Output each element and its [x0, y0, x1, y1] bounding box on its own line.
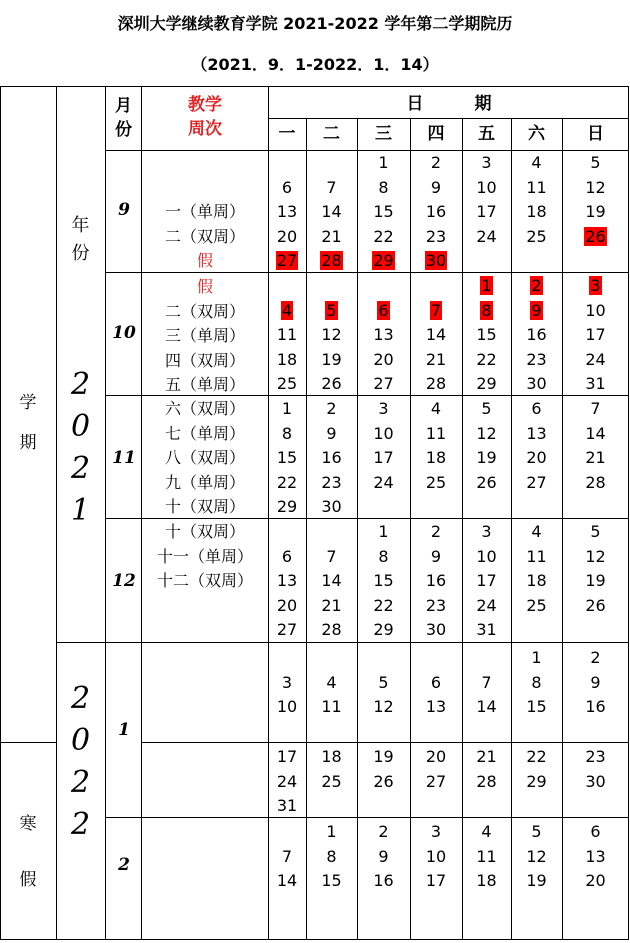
year-label-char: 年 [71, 215, 90, 236]
calendar-day: 15 [526, 697, 547, 716]
calendar-day: 7 [481, 672, 492, 692]
calendar-day: 4 [281, 300, 293, 320]
calendar-day: 2 [430, 522, 442, 541]
calendar-day: 27 [276, 620, 298, 639]
year-digit: 2 [70, 367, 91, 402]
calendar-day: 12 [585, 546, 606, 566]
calendar-day: 17 [476, 202, 497, 221]
calendar-day: 26 [476, 472, 497, 492]
calendar-day: 1 [481, 276, 492, 295]
week-label: 二（双周） [164, 226, 245, 246]
calendar-day: 18 [526, 571, 547, 590]
year-digit: 2 [70, 451, 91, 486]
calendar-day: 1 [531, 648, 542, 667]
calendar-day: 6 [281, 177, 293, 197]
calendar-day: 19 [476, 448, 497, 467]
week-label: 九（单周） [164, 472, 245, 492]
calendar-day: 15 [276, 448, 298, 467]
calendar-day: 30 [321, 497, 342, 516]
calendar-day: 30 [585, 771, 606, 791]
calendar-day: 2 [430, 153, 442, 172]
holiday-label: 假 [196, 251, 213, 270]
weekday-header: 三 [375, 124, 392, 144]
vacation-label-char: 假 [19, 870, 37, 890]
year-digit: 2 [70, 807, 91, 842]
calendar-day: 28 [321, 251, 342, 270]
calendar-day: 30 [526, 374, 547, 393]
calendar-day: 20 [276, 595, 298, 615]
calendar-day: 27 [526, 472, 547, 492]
calendar-day: 11 [321, 697, 342, 716]
calendar-day: 21 [476, 747, 497, 766]
calendar-day: 20 [585, 871, 606, 890]
calendar-day: 5 [590, 522, 601, 541]
holiday-label: 假 [196, 277, 213, 296]
month-header [106, 94, 141, 142]
calendar-day: 18 [321, 747, 342, 766]
calendar-day: 28 [476, 771, 497, 791]
calendar-day: 13 [425, 697, 447, 716]
calendar-day: 7 [326, 546, 337, 566]
calendar-day: 19 [526, 871, 547, 890]
calendar-day: 31 [476, 620, 497, 639]
page-subtitle: （2021．9．1-2022．1．14） [191, 55, 439, 74]
calendar-day: 14 [276, 871, 298, 890]
calendar-day: 29 [373, 251, 394, 270]
week-header-line: 周次 [188, 119, 222, 139]
divider [105, 817, 629, 818]
calendar-day: 19 [373, 747, 394, 766]
vacation-label-char: 寒 [19, 814, 37, 834]
calendar-day: 8 [481, 300, 492, 320]
calendar-day: 15 [321, 871, 342, 890]
calendar-day: 14 [585, 423, 606, 443]
calendar-day: 12 [373, 697, 394, 716]
week-label: 十一（单周） [156, 546, 253, 566]
calendar-day: 20 [373, 349, 394, 369]
week-label: 二（双周） [164, 301, 245, 321]
calendar-day: 25 [425, 472, 447, 492]
calendar-day: 9 [590, 672, 601, 692]
calendar-day: 25 [526, 595, 547, 615]
week-label: 八（双周） [164, 448, 245, 467]
calendar-day: 8 [531, 672, 542, 692]
week-label: 十（双周） [164, 522, 245, 541]
date-header: 日 期 [406, 94, 492, 114]
year-2022 [57, 678, 104, 846]
divider [0, 742, 56, 743]
calendar-day: 19 [321, 349, 342, 369]
calendar-day: 8 [378, 546, 389, 566]
calendar-day: 9 [378, 846, 389, 866]
calendar-day: 24 [585, 349, 606, 369]
calendar-day: 29 [373, 620, 394, 639]
calendar-day: 11 [526, 177, 547, 197]
calendar-day: 29 [526, 771, 547, 791]
calendar-day: 15 [373, 202, 394, 221]
calendar-day: 7 [430, 300, 442, 320]
year-digit: 0 [70, 723, 91, 758]
calendar-day: 12 [476, 423, 497, 443]
month-header-char: 份 [115, 120, 132, 140]
calendar-day: 25 [276, 374, 298, 393]
calendar-day: 10 [276, 697, 298, 716]
term-label-char: 学 [19, 393, 37, 413]
month-header-char: 月 [115, 96, 132, 116]
calendar-day: 14 [476, 697, 497, 716]
calendar-day: 8 [326, 846, 337, 866]
calendar-day: 22 [373, 595, 394, 615]
month-label-jan: 1 [118, 720, 130, 740]
calendar-day: 10 [425, 846, 447, 866]
month-label-oct: 10 [112, 323, 136, 343]
calendar-day: 16 [321, 448, 342, 467]
calendar-day: 6 [281, 546, 293, 566]
calendar-day: 7 [590, 399, 601, 418]
divider [141, 742, 629, 743]
calendar-day: 8 [281, 423, 293, 443]
calendar-day: 18 [526, 202, 547, 221]
calendar-day: 16 [585, 697, 606, 716]
calendar-day: 26 [585, 226, 606, 246]
weekday-header: 二 [323, 124, 340, 144]
week-label: 一（单周） [164, 202, 245, 221]
week-label: 七（单周） [164, 423, 245, 443]
calendar-day: 25 [321, 771, 342, 791]
calendar-day: 9 [326, 423, 337, 443]
calendar-day: 10 [373, 423, 394, 443]
week-label: 十二（双周） [156, 571, 253, 590]
calendar-day: 1 [326, 822, 337, 841]
calendar-day: 8 [378, 177, 389, 197]
calendar-day: 19 [585, 202, 606, 221]
page-title: 深圳大学继续教育学院 2021-2022 学年第二学期院历 [117, 14, 513, 33]
calendar-day: 5 [590, 153, 601, 172]
term-label [0, 383, 56, 463]
calendar-day: 13 [373, 325, 394, 344]
calendar-day: 12 [321, 325, 342, 344]
calendar-day: 4 [531, 522, 542, 541]
calendar-day: 1 [378, 522, 389, 541]
calendar-day: 9 [430, 177, 442, 197]
weekday-header: 四 [427, 124, 445, 144]
calendar-day: 2 [378, 822, 389, 841]
calendar-day: 17 [373, 448, 394, 467]
calendar-day: 18 [425, 448, 447, 467]
calendar-day: 22 [476, 349, 497, 369]
week-label: 三（单周） [164, 326, 245, 345]
calendar-day: 7 [281, 846, 293, 866]
calendar-day: 9 [531, 300, 542, 320]
calendar-day: 4 [326, 672, 337, 692]
calendar-day: 16 [425, 202, 447, 221]
calendar-day: 3 [281, 672, 293, 692]
calendar-day: 10 [585, 300, 606, 320]
calendar-day: 16 [373, 871, 394, 890]
calendar-day: 4 [481, 822, 492, 841]
calendar-day: 5 [481, 399, 492, 418]
calendar-day: 4 [430, 399, 442, 418]
calendar-day: 28 [425, 374, 447, 393]
calendar-day: 23 [425, 595, 447, 615]
calendar-day: 26 [585, 595, 606, 615]
calendar-day: 27 [425, 771, 447, 791]
calendar-day: 23 [585, 747, 606, 766]
year-2021 [57, 364, 104, 532]
month-label-sep: 9 [118, 200, 130, 220]
weekday-header: 五 [478, 124, 495, 144]
calendar-day: 26 [373, 771, 394, 791]
calendar-day: 31 [276, 796, 298, 815]
calendar-day: 6 [378, 300, 389, 320]
calendar-day: 24 [476, 595, 497, 615]
calendar-day: 15 [373, 571, 394, 590]
calendar-day: 3 [481, 522, 492, 541]
calendar-day: 17 [276, 747, 298, 766]
calendar-day: 19 [585, 571, 606, 590]
calendar-day: 28 [321, 620, 342, 639]
calendar-day: 11 [476, 846, 497, 866]
calendar-day: 11 [425, 423, 447, 443]
weekday-header: 日 [587, 124, 604, 144]
calendar-day: 24 [476, 226, 497, 246]
calendar-day: 21 [585, 448, 606, 467]
calendar-day: 20 [526, 448, 547, 467]
calendar-day: 4 [531, 153, 542, 172]
vacation-label [0, 796, 56, 908]
calendar-day: 14 [321, 571, 342, 590]
calendar-day: 16 [526, 325, 547, 344]
calendar-day: 5 [531, 822, 542, 841]
calendar-day: 3 [378, 399, 389, 418]
calendar-day: 5 [326, 300, 337, 320]
calendar-day: 2 [326, 399, 337, 418]
calendar-day: 23 [425, 226, 447, 246]
year-digit: 0 [70, 409, 91, 444]
year-digit: 1 [70, 493, 91, 528]
calendar-day: 13 [526, 423, 547, 443]
calendar-day: 10 [476, 177, 497, 197]
calendar-day: 24 [276, 771, 298, 791]
year-digit: 2 [70, 765, 91, 800]
calendar-day: 9 [430, 546, 442, 566]
calendar-day: 14 [425, 325, 447, 344]
calendar-day: 21 [321, 595, 342, 615]
calendar-day: 24 [373, 472, 394, 492]
week-header [142, 93, 268, 141]
calendar-day: 16 [425, 571, 447, 590]
calendar-day: 23 [321, 472, 342, 492]
year-label [57, 212, 104, 268]
calendar-day: 14 [321, 202, 342, 221]
week-label: 五（单周） [164, 375, 245, 394]
year-digit: 2 [70, 681, 91, 716]
calendar-day: 31 [585, 374, 606, 393]
calendar-day: 22 [373, 226, 394, 246]
calendar-day: 20 [276, 226, 298, 246]
week-label: 六（双周） [164, 399, 245, 418]
weekday-header: 六 [528, 124, 545, 144]
calendar-day: 13 [585, 846, 606, 866]
calendar-day: 17 [476, 571, 497, 590]
calendar-day: 18 [476, 871, 497, 890]
calendar-day: 6 [531, 399, 542, 418]
calendar-day: 1 [281, 399, 293, 418]
week-header-line: 教学 [188, 95, 222, 115]
month-label-feb: 2 [118, 855, 130, 875]
calendar-day: 29 [476, 374, 497, 393]
calendar-day: 7 [326, 177, 337, 197]
calendar-day: 13 [276, 202, 298, 221]
calendar-day: 23 [526, 349, 547, 369]
calendar-day: 25 [526, 226, 547, 246]
calendar-day: 12 [585, 177, 606, 197]
week-label: 十（双周） [164, 497, 245, 516]
calendar-day: 5 [378, 672, 389, 692]
calendar-day: 3 [430, 822, 442, 841]
calendar-day: 10 [476, 546, 497, 566]
calendar-day: 15 [476, 325, 497, 344]
calendar-day: 2 [531, 276, 542, 295]
month-label-dec: 12 [112, 571, 136, 591]
week-label: 四（双周） [164, 350, 245, 370]
calendar-day: 3 [590, 276, 601, 295]
calendar-day: 27 [276, 251, 298, 270]
calendar-day: 3 [481, 153, 492, 172]
weekday-header: 一 [278, 124, 296, 144]
calendar-day: 27 [373, 374, 394, 393]
calendar-day: 21 [425, 349, 447, 369]
divider [268, 118, 629, 119]
calendar-day: 22 [526, 747, 547, 766]
calendar-day: 17 [585, 325, 606, 344]
calendar-day: 11 [276, 325, 298, 344]
month-label-nov: 11 [112, 448, 136, 468]
calendar-day: 28 [585, 472, 606, 492]
calendar-day: 20 [425, 747, 447, 766]
calendar-day: 2 [590, 648, 601, 667]
calendar-day: 17 [425, 871, 447, 890]
calendar-day: 12 [526, 846, 547, 866]
calendar-day: 13 [276, 571, 298, 590]
calendar-day: 26 [321, 374, 342, 393]
calendar-day: 29 [276, 497, 298, 516]
calendar-day: 21 [321, 226, 342, 246]
calendar-day: 6 [590, 822, 601, 841]
calendar-day: 1 [378, 153, 389, 172]
calendar-day: 22 [276, 472, 298, 492]
term-label-char: 期 [19, 433, 37, 453]
calendar-day: 6 [430, 672, 442, 692]
calendar-day: 30 [425, 251, 447, 270]
calendar-day: 18 [276, 349, 298, 369]
calendar-day: 11 [526, 546, 547, 566]
calendar-day: 30 [425, 620, 447, 639]
year-label-char: 份 [71, 243, 90, 264]
